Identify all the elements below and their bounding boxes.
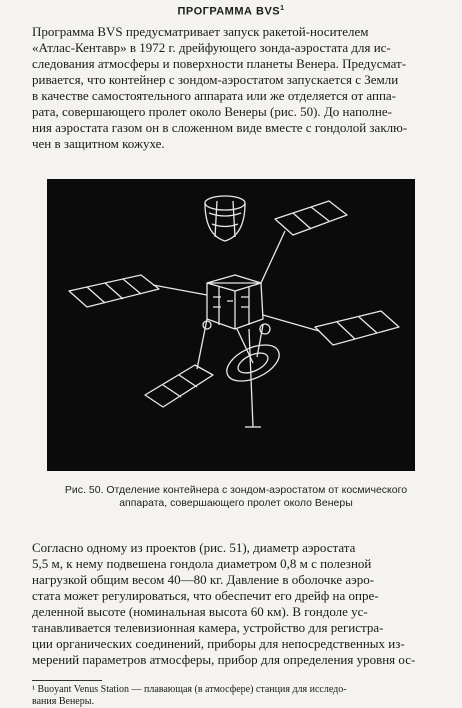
caption-line: аппарата, совершающего пролет около Венеры xyxy=(119,497,353,509)
intro-line: Программа BVS предусматривает запуск ракетой-носителем xyxy=(32,24,369,39)
heading-title: ПРОГРАММА BVS xyxy=(177,5,281,18)
solar-panel-drawing xyxy=(145,319,213,407)
footnote xyxy=(32,684,450,708)
figure-caption xyxy=(36,484,436,510)
caption-line: Рис. 50. Отделение контейнера с зондом-аэростатом от космического xyxy=(64,484,408,496)
probe-boom-drawing xyxy=(203,321,270,427)
body-line: танавливается телевизионная камера, устройство для регистра- xyxy=(32,620,384,635)
footnote-divider xyxy=(32,680,102,681)
body-paragraph xyxy=(32,540,450,668)
body-line: Согласно одному из проектов (рис. 51), диаметр аэростата xyxy=(32,540,356,555)
footnote-line: вания Венеры. xyxy=(32,696,94,707)
intro-paragraph xyxy=(32,24,450,152)
intro-line: «Атлас-Кентавр» в 1972 г. дрейфующего зонда-аэростата для ис- xyxy=(32,40,391,55)
intro-line: следования атмосферы и поверхности планеты Венера. Предусмат- xyxy=(32,56,407,71)
body-line: ции органических соединений, приборы для непосредственных из- xyxy=(32,636,405,651)
intro-line: в качестве самостоятельного аппарата или же отделяется от аппа- xyxy=(32,88,396,103)
body-line: нагрузкой общим весом 40—80 кг. Давление в оболочке аэро- xyxy=(32,572,375,587)
footnote-line: ¹ Buoyant Venus Station — плавающая (в атмосфере) станция для исследо- xyxy=(32,684,347,695)
solar-panel-drawing xyxy=(263,311,399,345)
page-heading xyxy=(0,5,462,18)
intro-line: рата, совершающего пролет около Венеры (рис. 50). До наполне- xyxy=(32,104,392,119)
solar-panel-drawing xyxy=(261,201,347,283)
dish-antenna-drawing xyxy=(221,325,284,388)
intro-line: ривается, что контейнер с зондом-аэростатом запускается с Земли xyxy=(32,72,399,87)
figure-spacecraft-illustration xyxy=(47,179,415,471)
body-line: стата может регулироваться, что обеспечит его дрейф на опре- xyxy=(32,588,379,603)
body-line: 5,5 м, к нему подвешена гондола диаметром 0,8 м с полезной xyxy=(32,556,372,571)
body-line: мерений параметров атмосферы, прибор для определения уровня ос- xyxy=(32,652,416,667)
solar-panel-drawing xyxy=(69,275,207,307)
spacecraft-drawing xyxy=(47,179,415,471)
intro-line: ния аэростата газом он в сложенном виде вместе с гондолой заклю- xyxy=(32,120,408,135)
balloon-container-drawing xyxy=(205,196,245,241)
spacecraft-bus-drawing xyxy=(207,275,263,329)
intro-line: чен в защитном кожухе. xyxy=(32,136,165,151)
body-line: деленной высоте (номинальная высота 60 км). В гондоле ус- xyxy=(32,604,368,619)
heading-footnote-mark: 1 xyxy=(280,5,285,12)
